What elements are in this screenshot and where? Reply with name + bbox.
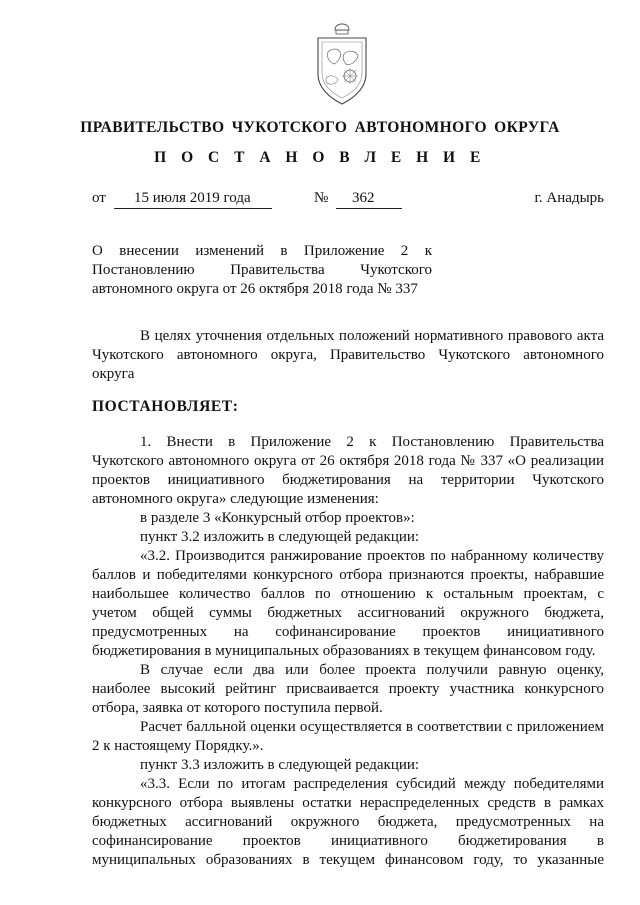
body-line: проектов инициативного бюджетирования на территории Чукотского [92,472,604,488]
preamble-line: Чукотского автономного округа, Правительство Чукотского автономного [92,347,604,363]
body-line: предусмотренных на софинансирование проектов инициативного [92,624,604,640]
paragraph-3: пункт 3.2 изложить в следующей редакции: [140,529,420,545]
body-line: автономного округа» следующие изменения: [92,491,379,507]
paragraph-2: в разделе 3 «Конкурсный отбор проектов»: [140,510,415,526]
subject-line: Постановлению Правительства Чукотского [92,262,432,278]
paragraph-5 [92,661,604,718]
government-title: ПРАВИТЕЛЬСТВО ЧУКОТСКОГО АВТОНОМНОГО ОКРУГА [80,119,560,136]
coat-of-arms-emblem [304,18,380,108]
document-type-title: П О С Т А Н О В Л Е Н И Е [154,149,486,166]
subject-line: О внесении изменений в Приложение 2 к [92,243,432,259]
paragraph-6 [92,718,604,756]
body-line: «3.2. Производится ранжирование проектов по набранному количеству [140,548,604,564]
paragraph-8 [92,775,604,870]
body-line: 1. Внести в Приложение 2 к Постановлению Правительства [140,434,604,450]
subject-line: автономного округа от 26 октября 2018 года № 337 [92,281,418,297]
decree-body [92,433,604,870]
paragraph-1 [92,433,604,509]
body-line: В случае если два или более проекта получили равную оценку, [140,662,604,678]
body-line: учетом общей суммы бюджетных ассигнований окружного бюджета, [92,605,604,621]
paragraph-7: пункт 3.3 изложить в следующей редакции: [140,757,420,773]
document-number: 362 [336,190,402,209]
paragraph-4 [92,547,604,661]
document-date: 15 июля 2019 года [114,190,272,209]
city-name: г. Анадырь [534,190,604,206]
document-subject [92,242,432,299]
document-meta-row [92,190,604,210]
body-line: наиболее высокий рейтинг присваивается проекту участника конкурсного [92,681,604,697]
body-line: «3.3. Если по итогам распределения субсидий между победителями [140,776,604,792]
body-line: Расчет балльной оценки осуществляется в соответствии с приложением [140,719,604,735]
body-line: бюджетных ассигнований окружного бюджета, предусмотренных на [92,814,604,830]
preamble [92,327,604,384]
preamble-line: округа [92,366,135,382]
body-line: конкурсного отбора выявлены остатки нераспределенных средств в рамках [92,795,604,811]
body-line: баллов и победителями конкурсного отбора признаются проекты, набравшие [92,567,604,583]
body-line: муниципальных образованиях в текущем финансовом году, то указанные [92,852,604,868]
body-line: софинансирование проектов инициативного бюджетирования в [92,833,604,849]
date-prefix: от [92,190,106,206]
body-line: бюджетирования в муниципальных образованиях в текущем финансовом году. [92,643,596,659]
body-line: отбора, заявка от которого поступила первой. [92,700,383,716]
body-line: 2 к настоящему Порядку.». [92,738,264,754]
body-line: Чукотского автономного округа от 26 октября 2018 года № 337 «О реализации [92,453,604,469]
resolve-heading: ПОСТАНОВЛЯЕТ: [92,398,239,415]
number-prefix: № [314,190,329,206]
body-line: наибольшее количество баллов по отношению к остальным проектам, с [92,586,604,602]
preamble-line: В целях уточнения отдельных положений нормативного правового акта [140,328,604,344]
